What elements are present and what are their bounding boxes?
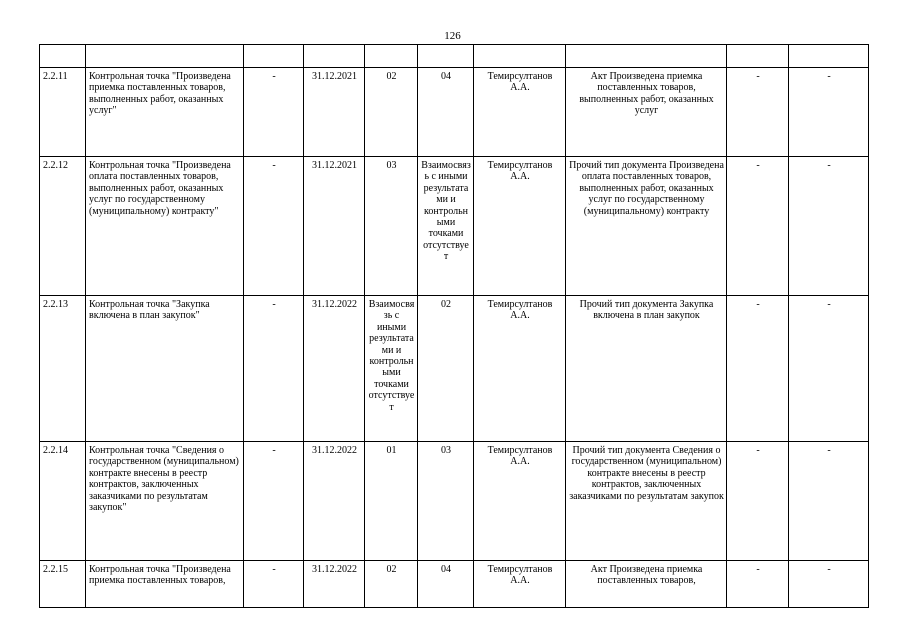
responsible-person: Темирсултанов А.А. — [474, 561, 566, 608]
page-number: 126 — [444, 30, 461, 42]
successor-cell: 02 — [418, 296, 474, 442]
header-cell — [727, 45, 789, 68]
control-point-name: Контрольная точка "Произведена оплата поставленных товаров, выполненных работ, оказанных услуг по государственному (муниципальному) контракту" — [86, 157, 244, 296]
row-number: 2.2.15 — [40, 561, 86, 608]
due-date: 31.12.2021 — [304, 68, 365, 157]
cell-dash: - — [244, 561, 304, 608]
header-cell — [40, 45, 86, 68]
cell-dash: - — [727, 68, 789, 157]
cell-dash: - — [789, 296, 869, 442]
table-row — [40, 296, 869, 442]
successor-cell: Взаимосвязь с иными результатами и контрольными точками отсутствует — [418, 157, 474, 296]
predecessor-cell: 03 — [365, 157, 418, 296]
table-row — [40, 561, 869, 608]
cell-dash: - — [244, 157, 304, 296]
predecessor-cell: 02 — [365, 561, 418, 608]
header-cell — [244, 45, 304, 68]
table-header-row — [40, 45, 869, 68]
cell-dash: - — [244, 296, 304, 442]
predecessor-cell: Взаимосвязь с иными результатами и контрольными точками отсутствует — [365, 296, 418, 442]
cell-dash: - — [244, 68, 304, 157]
control-point-name: Контрольная точка "Произведена приемка поставленных товаров, выполненных работ, оказанных услуг" — [86, 68, 244, 157]
cell-dash: - — [727, 561, 789, 608]
row-number: 2.2.13 — [40, 296, 86, 442]
document-type: Прочий тип документа Закупка включена в план закупок — [566, 296, 727, 442]
header-cell — [365, 45, 418, 68]
document-type: Акт Произведена приемка поставленных товаров, — [566, 561, 727, 608]
cell-dash: - — [789, 157, 869, 296]
header-cell — [789, 45, 869, 68]
header-cell — [304, 45, 365, 68]
document-type: Прочий тип документа Сведения о государственном (муниципальном) контракте внесены в реестр контрактов, заключенных заказчиками по результатам закупок — [566, 442, 727, 561]
table-row — [40, 157, 869, 296]
cell-dash: - — [789, 68, 869, 157]
row-number: 2.2.14 — [40, 442, 86, 561]
document-type: Акт Произведена приемка поставленных товаров, выполненных работ, оказанных услуг — [566, 68, 727, 157]
due-date: 31.12.2022 — [304, 442, 365, 561]
predecessor-cell: 02 — [365, 68, 418, 157]
table-row — [40, 442, 869, 561]
header-cell — [418, 45, 474, 68]
document-type: Прочий тип документа Произведена оплата поставленных товаров, выполненных работ, оказанных услуг по государственному (муниципальному) контракту — [566, 157, 727, 296]
table-row — [40, 68, 869, 157]
successor-cell: 04 — [418, 561, 474, 608]
responsible-person: Темирсултанов А.А. — [474, 68, 566, 157]
header-cell — [86, 45, 244, 68]
successor-cell: 04 — [418, 68, 474, 157]
responsible-person: Темирсултанов А.А. — [474, 157, 566, 296]
responsible-person: Темирсултанов А.А. — [474, 442, 566, 561]
successor-cell: 03 — [418, 442, 474, 561]
row-number: 2.2.12 — [40, 157, 86, 296]
due-date: 31.12.2022 — [304, 296, 365, 442]
control-point-name: Контрольная точка "Сведения о государственном (муниципальном) контракте внесены в реестр контрактов, заключенных заказчиками по результатам закупок" — [86, 442, 244, 561]
control-points-table — [39, 44, 869, 608]
responsible-person: Темирсултанов А.А. — [474, 296, 566, 442]
cell-dash: - — [244, 442, 304, 561]
control-point-name: Контрольная точка "Произведена приемка поставленных товаров, — [86, 561, 244, 608]
cell-dash: - — [727, 296, 789, 442]
cell-dash: - — [789, 442, 869, 561]
predecessor-cell: 01 — [365, 442, 418, 561]
control-point-name: Контрольная точка "Закупка включена в план закупок" — [86, 296, 244, 442]
due-date: 31.12.2021 — [304, 157, 365, 296]
header-cell — [566, 45, 727, 68]
cell-dash: - — [727, 157, 789, 296]
header-cell — [474, 45, 566, 68]
cell-dash: - — [727, 442, 789, 561]
row-number: 2.2.11 — [40, 68, 86, 157]
cell-dash: - — [789, 561, 869, 608]
due-date: 31.12.2022 — [304, 561, 365, 608]
